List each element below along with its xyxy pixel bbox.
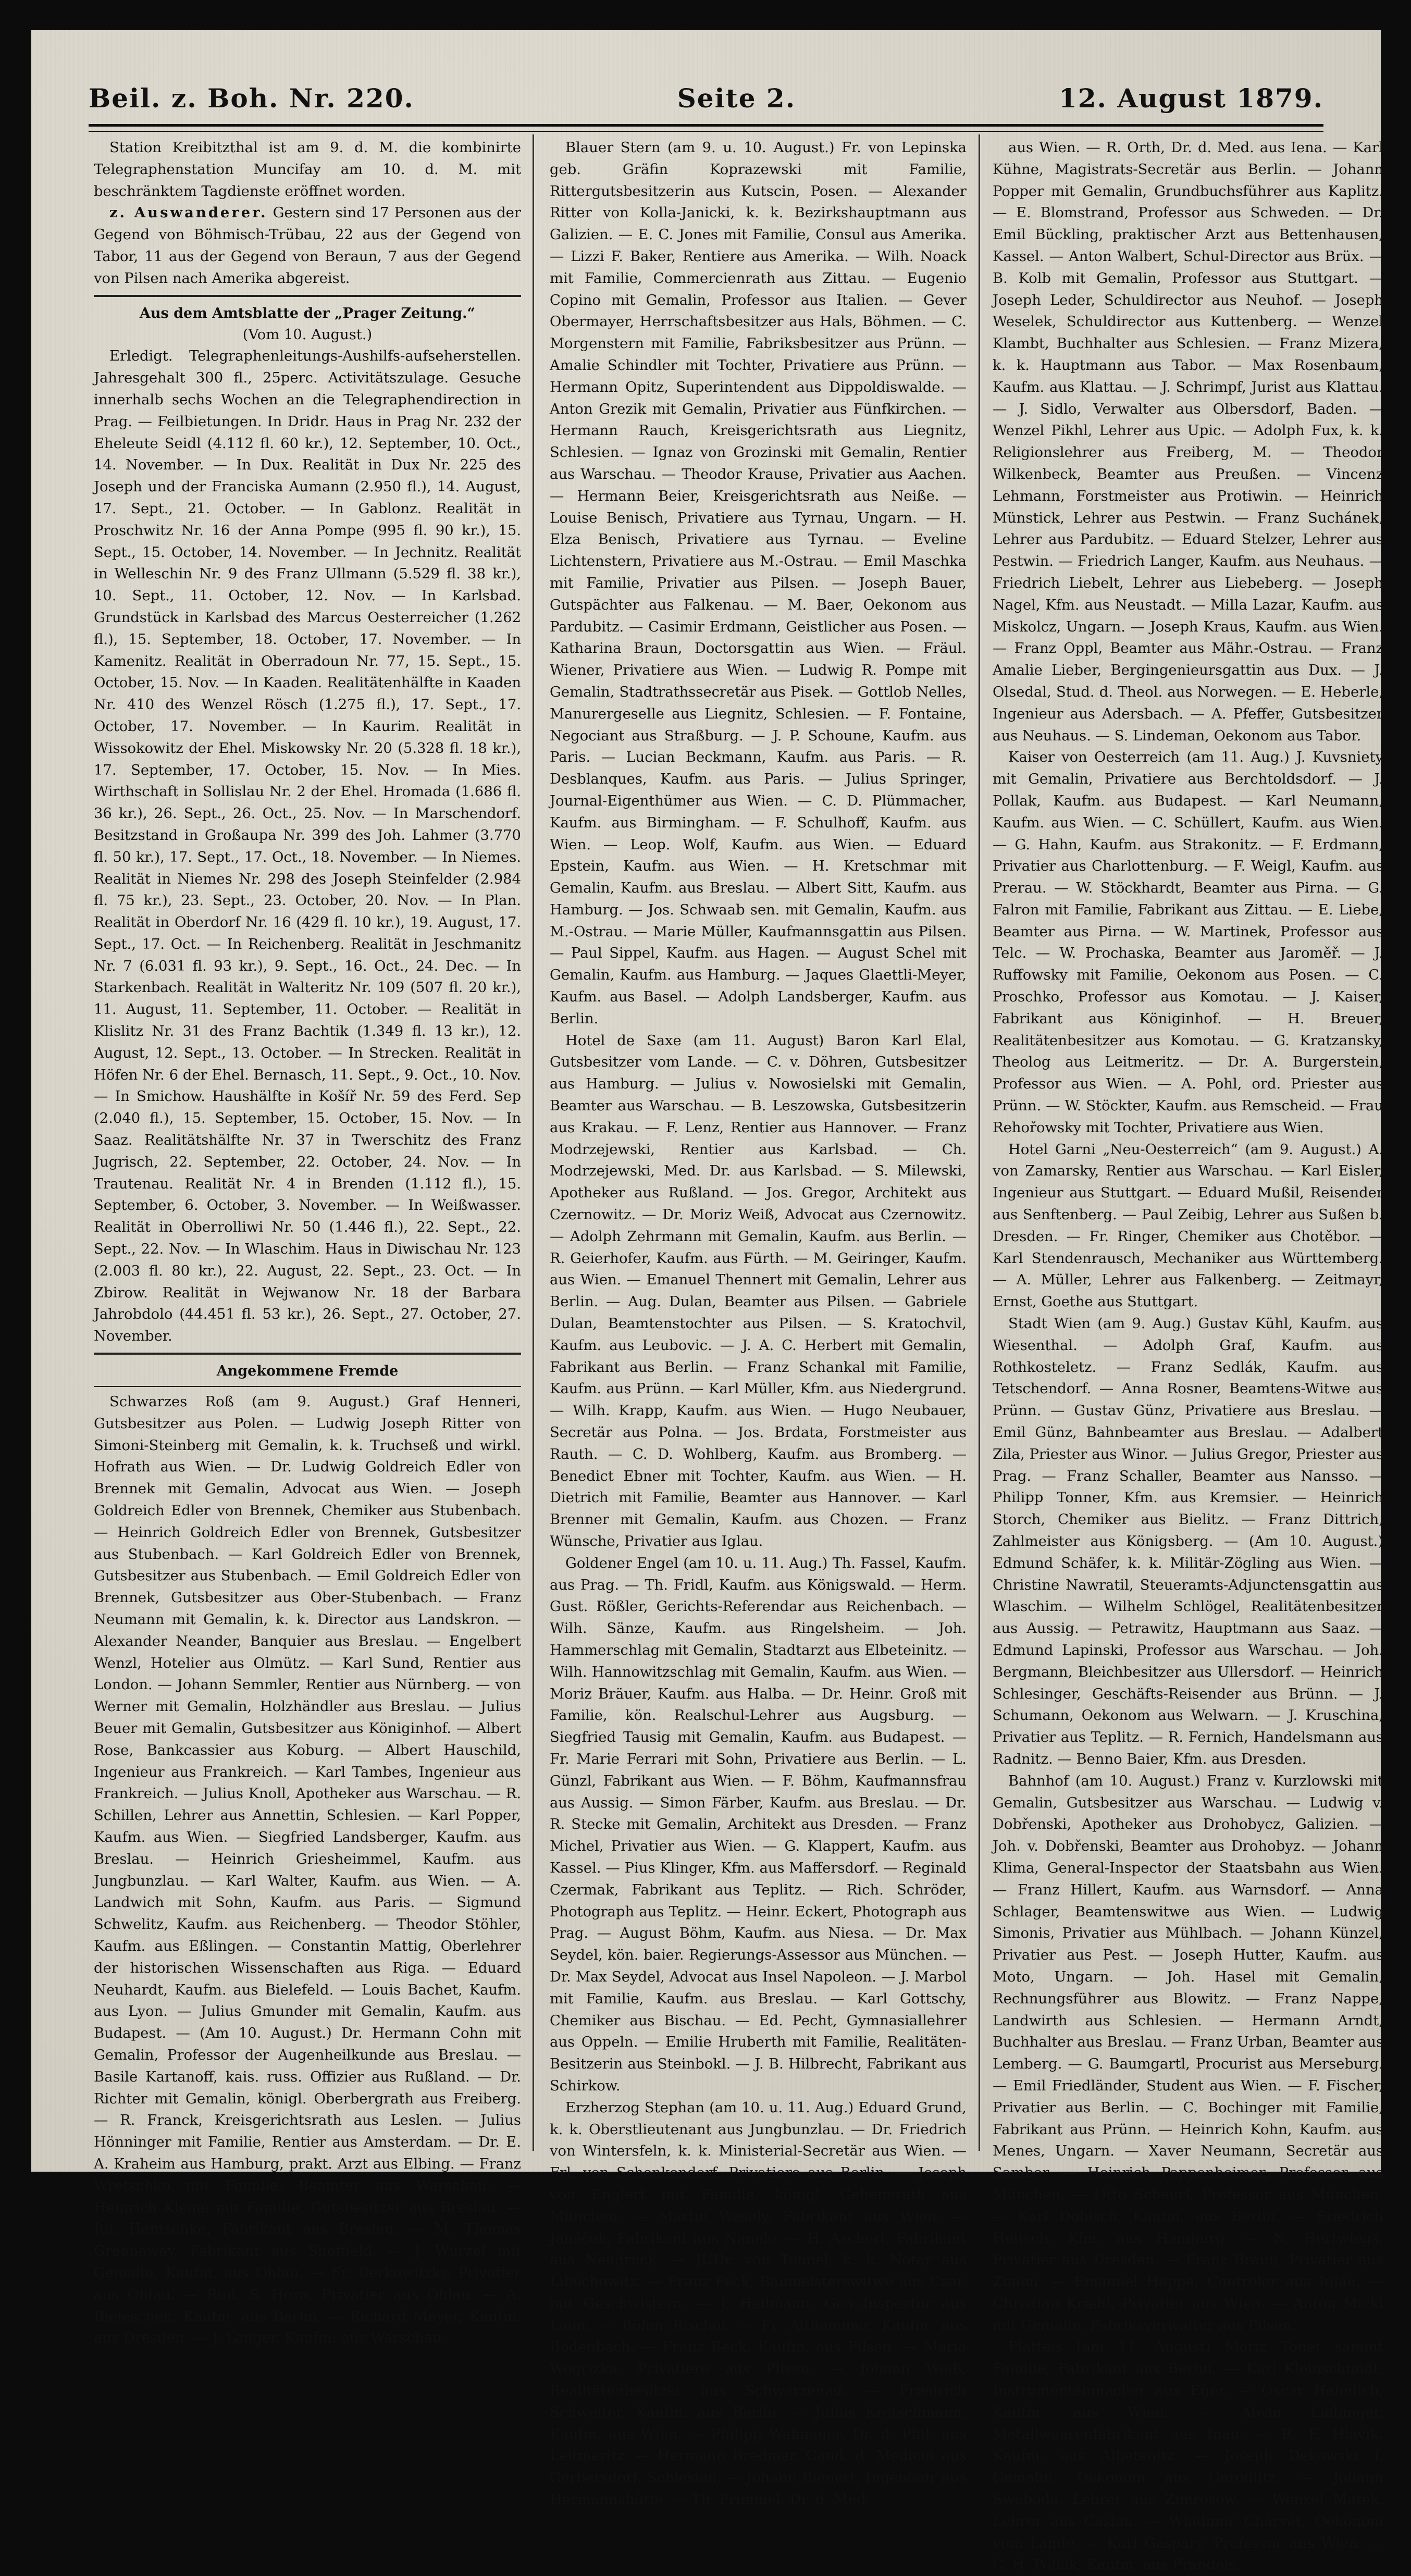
column-divider	[533, 134, 534, 2151]
fremde-kaiser-von-oesterreich: Kaiser von Oesterreich (am 11. Aug.) J. Kuvsniety mit Gemalin, Privatiere aus Berchtoldsdorf. — J. Pollak, Kaufm. aus Budapest. — Karl Neumann, Kaufm. aus Wien. — C. Schüllert, Kaufm. aus Wien. — G. Hahn, Kaufm. aus Strakonitz. — F. Erdmann, Privatier aus Charlottenburg. — F. Weigl, Kaufm. aus Prerau. — W. Stöckhardt, Beamter aus Pirna. — G. Falron mit Familie, Fabrikant aus Zittau. — E. Liebe, Beamter aus Pirna. — W. Martinek, Professor aus Telc. — W. Prochaska, Beamter aus Jaroměř. — J. Ruffowsky mit Familie, Oekonom aus Posen. — C. Proschko, Professor aus Komotau. — J. Kaiser, Fabrikant aus Königinhof. — H. Breuer, Realitätenbesitzer aus Komotau. — G. Kratzansky, Theolog aus Leitmeritz. — Dr. A. Burgerstein, Professor aus Wien. — A. Pohl, ord. Priester aus Prünn. — W. Stöckter, Kaufm. aus Remscheid. — Frau Rehořowsky mit Tochter, Privatiere aus Wien.	[993, 749, 1383, 1136]
masthead	[89, 80, 1323, 116]
section-rule	[94, 1386, 521, 1387]
column-2	[550, 137, 967, 2508]
fremde-hotel-garni: Hotel Garni „Neu-Oesterreich“ (am 9. August.) A. von Zamarsky, Rentier aus Warschau. — Karl Eisler, Ingenieur aus Stuttgart. — Eduard Mußil, Reisender aus Senftenberg. — Paul Zeibig, Lehrer aus Sußen b. Dresden. — Fr. Ringer, Chemiker aus Chotěbor. — Karl Stendenrausch, Mechaniker aus Württemberg. — A. Müller, Lehrer aus Falkenberg. — Zeitmayr, Ernst, Goethe aus Stuttgart.	[993, 1141, 1383, 1310]
section-rule	[94, 295, 521, 297]
fremde-heading: Angekommene Fremde	[216, 1363, 399, 1380]
newspaper-page	[31, 30, 1383, 2573]
masthead-rule	[89, 124, 1323, 132]
fremde-schwarzes-ross: Schwarzes Roß (am 9. August.) Graf Henneri, Gutsbesitzer aus Polen. — Ludwig Joseph Ritter von Simoni-Steinberg mit Gemalin, k. k. Truchseß und wirkl. Hofrath aus Wien. — Dr. Ludwig Goldreich Edler von Brennek mit Gemalin, Advocat aus Wien. — Joseph Goldreich Edler von Brennek, Chemiker aus Stubenbach. — Heinrich Goldreich Edler von Brennek, Gutsbesitzer aus Stubenbach. — Karl Goldreich Edler von Brennek, Gutsbesitzer aus Stubenbach. — Emil Goldreich Edler von Brennek, Gutsbesitzer aus Ober-Stubenbach. — Franz Neumann mit Gemalin, k. k. Director aus Landskron. — Alexander Neander, Banquier aus Breslau. — Engelbert Wenzl, Hotelier aus Olmütz. — Karl Sund, Rentier aus London. — Johann Semmler, Rentier aus Nürnberg. — von Werner mit Gemalin, Holzhändler aus Breslau. — Julius Beuer mit Gemalin, Gutsbesitzer aus Königinhof. — Albert Rose, Bankcassier aus Koburg. — Albert Hauschild, Ingenieur aus Frankreich. — Karl Tambes, Ingenieur aus Frankreich. — Julius Knoll, Apotheker aus Warschau. — R. Schillen, Lehrer aus Annettin, Schlesien. — Karl Popper, Kaufm. aus Wien. — Siegfried Landsberger, Kaufm. aus Breslau. — Heinrich Griesheimmel, Kaufm. aus Jungbunzlau. — Karl Walter, Kaufm. aus Wien. — A. Landwich mit Sohn, Kaufm. aus Paris. — Sigmund Schwelitz, Kaufm. aus Reichenberg. — Theodor Stöhler, Kaufm. aus Eßlingen. — Constantin Mattig, Oberlehrer der historischen Wissenschaften aus Riga. — Eduard Neuhardt, Kaufm. aus Bielefeld. — Louis Bachet, Kaufm. aus Lyon. — Julius Gmunder mit Gemalin, Kaufm. aus Budapest. — (Am 10. August.) Dr. Hermann Cohn mit Gemalin, Professor der Augenheilkunde aus Breslau. — Basile Kartanoff, kais. russ. Offizier aus Rußland. — Dr. Richter mit Gemalin, königl. Oberbergrath aus Freiberg. — R. Franck, Kreisgerichtsrath aus Leslen. — Julius Hönninger mit Familie, Rentier aus Amsterdam. — Dr. E. A. Kraheim aus Hamburg, prakt. Arzt aus Elbing. — Franz Wretschko mit Familie, Beamter aus Warschau. — Heinrich Kleme mit Familie, Gutsbesitzer aus Breslau. — Jul. Hentschke, Fabrikant aus Breslau. — M. Thomas Greenaway, Fabrikant aus Sheffield. — J. Wurzel mit Gemalin, Kaufm. aus Ohlau. — Fr. Derkowitzky, Privatier aus Ohlau. — Rud. S. Horn, Privatier aus Ohlau. — A. Bieleschek, Kaufm. aus Berlin. — Richard Meyer, Kaufm. aus Dresden. — J. Langer, Kaufm. aus Warschau.	[94, 1394, 521, 2347]
fremde-blauer-stern: Blauer Stern (am 9. u. 10. August.) Fr. von Lepinska geb. Gräfin Koprazewski mit Familie, Rittergutsbesitzerin aus Kutscin, Posen. — Alexander Ritter von Kolla-Janicki, k. k. Bezirkshauptmann aus Galizien. — E. C. Jones mit Familie, Consul aus Amerika. — Lizzi F. Baker, Rentiere aus Amerika. — Wilh. Noack mit Familie, Commercienrath aus Zittau. — Eugenio Copino mit Gemalin, Professor aus Italien. — Gever Obermayer, Herrschaftsbesitzer aus Hals, Böhmen. — C. Morgenstern mit Familie, Fabriksbesitzer aus Prünn. — Amalie Schindler mit Tochter, Privatiere aus Prünn. — Hermann Opitz, Superintendent aus Dippoldiswalde. — Anton Grezik mit Gemalin, Privatier aus Fünfkirchen. — Hermann Rauch, Kreisgerichtsrath aus Liegnitz, Schlesien. — Ignaz von Grozinski mit Gemalin, Rentier aus Warschau. — Theodor Krause, Privatier aus Aachen. — Hermann Beier, Kreisgerichtsrath aus Neiße. — Louise Benisch, Privatiere aus Tyrnau, Ungarn. — H. Elza Benisch, Privatiere aus Tyrnau. — Eveline Lichtenstern, Privatiere aus M.-Ostrau. — Emil Maschka mit Familie, Privatier aus Pilsen. — Joseph Bauer, Gutspächter aus Falkenau. — M. Baer, Oekonom aus Pardubitz. — Casimir Erdmann, Geistlicher aus Posen. — Katharina Braun, Doctorsgattin aus Wien. — Fräul. Wiener, Privatiere aus Wien. — Ludwig R. Pompe mit Gemalin, Stadtrathssecretär aus Pisek. — Gottlob Nelles, Manurergeselle aus Liegnitz, Schlesien. — F. Fontaine, Negociant aus Straßburg. — J. P. Schoune, Kaufm. aus Paris. — Lucian Beckmann, Kaufm. aus Paris. — R. Desblanques, Kaufm. aus Paris. — Julius Springer, Journal-Eigenthümer aus Wien. — C. D. Plümmacher, Kaufm. aus Birmingham. — F. Schulhoff, Kaufm. aus Wien. — Leop. Wolf, Kaufm. aus Wien. — Eduard Epstein, Kaufm. aus Wien. — H. Kretschmar mit Gemalin, Kaufm. aus Breslau. — Albert Sitt, Kaufm. aus Hamburg. — Jos. Schwaab sen. mit Gemalin, Kaufm. aus M.-Ostrau. — Marie Müller, Kaufmannsgattin aus Pilsen. — Paul Sippel, Kaufm. aus Hagen. — August Schel mit Gemalin, Kaufm. aus Hamburg. — Jaques Glaettli-Meyer, Kaufm. aus Basel. — Adolph Landsberger, Kaufm. aus Berlin.	[550, 140, 967, 1027]
column-divider	[979, 134, 980, 2151]
fremde-erzherzog-stephan: Erzherzog Stephan (am 10. u. 11. Aug.) Eduard Grund, k. k. Oberstlieutenant aus Jungbunzlau. — Dr. Friedrich von Wintersfeln, k. k. Ministerial-Secretär aus Wien. — Frl. von Schenkendorf, Privatiere aus Berlin. — Joseph von Englert mit Familie, königl. Geheimrath aus München. — Martin Wesely, Fabrikant aus Wien. — Janáček, Fabrikant aus Nanelo. — H. Aschert, Fabrikant aus Neudruck. — JUDr. von Tonnel, k. k. Notar aus Libochowitz. — Franz Peck, Baumeisterswitwe aus Czar. mit Geschwistern. — J. Hellmann, Gen.-Inspector aus Laun. — Böhm.-Bischof. — Fr. Althammer, Kaufm. aus Bodenbach. — Franz Beck, Kaufm. aus Pilsen. — Maria Wogrizka, Privatiere aus Pilsen. — Johann Weiß, Realitätenbesitzer aus Schwarzenau. — Friedrich Schweiter, Kaufm. aus Berlin. — Julius Kretschmann, Kaufm. aus Wien. — Philipp Wahnauer, Dr. d. Phil. aus Leitmeritz. — Hermann Bredmer, Cand. d. Medicin aus Gerbersdorf, Schlesien. — Johann Bienert, Ingenieur aus Hermannshütte. — Th. Frimmel, Dr. d. Med.	[550, 2099, 967, 2508]
amtsblatt-text: Erledigt. Telegraphenleitungs-Aushilfs-aufseherstellen. Jahresgehalt 300 fl., 25perc. Activitätszulage. Gesuche innerhalb sechs Wochen an die Telegraphendirection in Prag. — Feilbietungen. In Dridr. Haus in Prag Nr. 232 der Eheleute Seidl (4.112 fl. 60 kr.), 12. September, 10. Oct., 14. November. — In Dux. Realität in Dux Nr. 225 des Joseph und der Franciska Aumann (2.950 fl.), 14. August, 17. Sept., 21. October. — In Gablonz. Realität in Proschwitz Nr. 16 der Anna Pompe (995 fl. 90 kr.), 15. Sept., 15. October, 14. November. — In Jechnitz. Realität in Welleschin Nr. 9 des Franz Ullmann (5.529 fl. 38 kr.), 10. Sept., 11. October, 12. Nov. — In Karlsbad. Grundstück in Karlsbad des Marcus Oesterreicher (1.262 fl.), 15. September, 18. October, 17. November. — In Kamenitz. Realität in Oberradoun Nr. 77, 15. Sept., 15. October, 15. Nov. — In Kaaden. Realitätenhälfte in Kaaden Nr. 410 des Wenzel Rösch (1.275 fl.), 17. Sept., 17. October, 17. November. — In Kaurim. Realität in Wissokowitz der Ehel. Miskowsky Nr. 20 (5.328 fl. 18 kr.), 17. September, 17. October, 15. Nov. — In Mies. Wirthschaft in Sollislau Nr. 2 der Ehel. Hromada (1.686 fl. 36 kr.), 26. Sept., 26. Oct., 25. Nov. — In Marschendorf. Besitzstand in Großaupa Nr. 399 des Joh. Lahmer (3.770 fl. 50 kr.), 17. Sept., 17. Oct., 18. November. — In Niemes. Realität in Niemes Nr. 298 des Joseph Steinfelder (2.984 fl. 75 kr.), 23. Sept., 23. October, 20. Nov. — In Plan. Realität in Oberdorf Nr. 16 (429 fl. 10 kr.), 19. August, 17. Sept., 17. Oct. — In Reichenberg. Realität in Jeschmanitz Nr. 7 (6.031 fl. 93 kr.), 9. Sept., 16. Oct., 24. Dec. — In Starkenbach. Realität in Walteritz Nr. 109 (507 fl. 20 kr.), 11. August, 11. September, 11. October. — Realität in Klislitz Nr. 31 des Franz Bachtik (1.349 fl. 13 kr.), 12. August, 12. Sept., 13. October. — In Strecken. Realität in Höfen Nr. 6 der Ehel. Bernasch, 11. Sept., 9. Oct., 10. Nov. — In Smichow. Haushälfte in Košíř Nr. 59 des Ferd. Sep (2.040 fl.), 15. September, 15. October, 15. Nov. — In Saaz. Realitätshälfte Nr. 37 in Twerschitz des Franz Jugrisch, 22. September, 22. October, 24. Nov. — In Trautenau. Realität Nr. 4 in Brenden (1.112 fl.), 15. September, 6. October, 3. November. — In Weißwasser. Realität in Oberrolliwi Nr. 50 (1.446 fl.), 22. Sept., 22. Sept., 22. Nov. — In Wlaschim. Haus in Diwischau Nr. 123 (2.003 fl. 80 kr.), 22. August, 22. Sept., 23. Oct. — In Zbirow. Realität in Wejwanow Nr. 18 der Barbara Jahrobdolo (44.451 fl. 53 kr.), 26. Sept., 27. October, 27. November.	[94, 348, 521, 1345]
fremde-bahnhof: Bahnhof (am 10. August.) Franz v. Kurzlowski mit Gemalin, Gutsbesitzer aus Warschau. — Ludwig v. Dobřenski, Apotheker aus Drohobycz, Galizien. — Joh. v. Dobřenski, Beamter aus Drohobyz. — Johann Klima, General-Inspector der Staatsbahn aus Wien. — Franz Hillert, Kaufm. aus Warnsdorf. — Anna Schlager, Beamtenswitwe aus Wien. — Ludwig Simonis, Privatier aus Mühlbach. — Johann Künzel, Privatier aus Pest. — Joseph Hutter, Kaufm. aus Moto, Ungarn. — Joh. Hasel mit Gemalin, Rechnungsführer aus Blowitz. — Franz Nappe, Landwirth aus Schlesien. — Hermann Arndt, Buchhalter aus Breslau. — Franz Urban, Beamter aus Lemberg. — G. Baumgartl, Procurist aus Merseburg. — Emil Friedländer, Student aus Wien. — F. Fischer, Privatier aus Berlin. — C. Bochinger mit Familie, Fabrikant aus Prünn. — Heinrich Kohn, Kaufm. aus Menes, Ungarn. — Xaver Neumann, Secretär aus Sambor. — Heinrich Pappenheimer, Professor aus München. — Otto Scheurl, Professor aus München. — Karl Dobisch, Kaufm. aus Berlin. — Friedrich Heitsch, Kfm. aus Hamburg. — N. Hertwiegs, Privatier aus Dresden. — Franz Braun, Privatier aus Znaim. — Emanuel Happe, Controlor aus Iglau. — Christian Kriehl, Privatier aus Wien. — Anton Mickl mit Gemalin, Fabriksverwalter aus Pilsen.	[993, 1773, 1383, 2334]
fremde-continued: aus Wien. — R. Orth, Dr. d. Med. aus Iena. — Karl Kühne, Magistrats-Secretär aus Berlin. — Johann Popper mit Gemalin, Grundbuchsführer aus Kaplitz. — E. Blomstrand, Professor aus Schweden. — Dr. Emil Bückling, praktischer Arzt aus Bettenhausen, Kassel. — Anton Walbert, Schul-Director aus Brüx. — B. Kolb mit Gemalin, Professor aus Stuttgart. — Joseph Leder, Schuldirector aus Neuhof. — Joseph Weselek, Schuldirector aus Kuttenberg. — Wenzel Klambt, Buchhalter aus Schlesien. — Franz Mizera, k. k. Hauptmann aus Tabor. — Max Rosenbaum, Kaufm. aus Klattau. — J. Schrimpf, Jurist aus Klattau. — J. Sidlo, Verwalter aus Olbersdorf, Baden. — Wenzel Pikhl, Lehrer aus Upic. — Adolph Fux, k. k. Religionslehrer aus Freiberg, M. — Theodor Wilkenbeck, Beamter aus Preußen. — Vincenz Lehmann, Forstmeister aus Protiwin. — Heinrich Münstick, Lehrer aus Pestwin. — Franz Suchánek, Lehrer aus Pardubitz. — Eduard Stelzer, Lehrer aus Pestwin. — Friedrich Langer, Kaufm. aus Neuhaus. — Friedrich Liebelt, Lehrer aus Liebeberg. — Joseph Nagel, Kfm. aus Neustadt. — Milla Lazar, Kaufm. aus Miskolcz, Ungarn. — Joseph Kraus, Kaufm. aus Wien. — Franz Oppl, Beamter aus Mähr.-Ostrau. — Franz Amalie Lieber, Bergingenieursgattin aus Dux. — J. Olsedal, Stud. d. Theol. aus Norwegen. — E. Heberle, Ingenieur aus Adersbach. — A. Pfeffer, Gutsbesitzer aus Neuhaus. — S. Lindeman, Oekonom aus Tabor.	[993, 140, 1383, 744]
amtsblatt-heading: Aus dem Amtsblatte der „Prager Zeitung.“	[139, 305, 476, 321]
emigrants-text: Gestern sind 17 Personen aus der Gegend von Böhmisch-Trübau, 22 aus der Gegend von Tabor, 11 aus der Gegend von Beraun, 7 aus der Gegend von Pilsen nach Amerika abgereist.	[94, 205, 521, 287]
masthead-right: 12. August 1879.	[1058, 82, 1323, 114]
fremde-hotel-de-saxe: Hotel de Saxe (am 11. August) Baron Karl Elal, Gutsbesitzer vom Lande. — C. v. Döhren, Gutsbesitzer aus Hamburg. — Julius v. Nowosielski mit Gemalin, Beamter aus Warschau. — B. Leszowska, Gutsbesitzerin aus Krakau. — F. Lenz, Rentier aus Hannover. — Franz Modrzejewski, Rentier aus Karlsbad. — Ch. Modrzejewski, Med. Dr. aus Karlsbad. — S. Milewski, Apotheker aus Rußland. — Jos. Gregor, Architekt aus Czernowitz. — Dr. Moriz Weiß, Advocat aus Czernowitz. — Adolph Zehrmann mit Gemalin, Kaufm. aus Berlin. — R. Geierhofer, Kaufm. aus Fürth. — M. Geiringer, Kaufm. aus Wien. — Emanuel Thennert mit Gemalin, Lehrer aus Berlin. — Aug. Dulan, Beamter aus Pilsen. — Gabriele Dulan, Beamtenstochter aus Pilsen. — S. Kratochvil, Kaufm. aus Leubovic. — J. A. C. Herbert mit Gemalin, Fabrikant aus Berlin. — Franz Schankal mit Familie, Kaufm. aus Prünn. — Karl Müller, Kfm. aus Niedergrund. — Wilh. Krapp, Kaufm. aus Wien. — Hugo Neubauer, Secretär aus Polna. — Jos. Brdata, Forstmeister aus Rauth. — C. D. Wohlberg, Kaufm. aus Bromberg. — Benedict Ebner mit Tochter, Kaufm. aus Wien. — H. Dietrich mit Familie, Beamter aus Hannover. — Karl Brenner mit Gemalin, Kaufm. aus Chozen. — Franz Wünsche, Privatier aus Iglau.	[550, 1032, 967, 1550]
fremde-platteis: Platteis (am 11. August) Moriz Tonet sammt Familie, Fabrikant aus Berlin. — Karl Kleinschmidt, Instrumentenmacher aus Eger. — Oscar Helmlich, Kaufm. aus Wien. — Alwin Liebinger, Metallwaarenfabrikant aus Inau. — R. F. Hlavik, Kaufm. aus Albetenitz. — Joseph Dekowski f. Gemalin, Oekonom aus Gerodlitz. — Johann Swoboda, Lehrer aus Zimrosow. — Wenzel Matek, Lehrer aus Caslau. — Wladimir Chárvát, Oekonom vom Lande. — Karl Gaspary, Professor aus Wien. — C. H. Pollak, Kaufm. aus Prandeis.	[993, 2339, 1383, 2573]
fremde-stadt-wien: Stadt Wien (am 9. Aug.) Gustav Kühl, Kaufm. aus Wiesenthal. — Adolph Graf, Kaufm. aus Rothkosteletz. — Franz Sedlák, Kaufm. aus Tetschendorf. — Anna Rosner, Beamtens-Witwe aus Prünn. — Gustav Günz, Privatiere aus Breslau. — Emil Günz, Bahnbeamter aus Breslau. — Adalbert Zila, Priester aus Winor. — Julius Gregor, Priester aus Prag. — Franz Schaller, Beamter aus Nansso. — Philipp Tonner, Kfm. aus Kremsier. — Heinrich Storch, Chemiker aus Bielitz. — Franz Dittrich, Zahlmeister aus Königsberg. — (Am 10. August.) Edmund Schäfer, k. k. Militär-Zögling aus Wien. — Christine Nawratil, Steueramts-Adjunctensgattin aus Wlaschim. — Wilhelm Schlögel, Realitätenbesitzer aus Aussig. — Petrawitz, Hauptmann aus Saaz. — Edmund Lapinski, Professor aus Warschau. — Joh. Bergmann, Bleichbesitzer aus Ullersdorf. — Heinrich Schlesinger, Geschäfts-Reisender aus Brünn. — J. Schumann, Oekonom aus Welwarn. — J. Kruschina, Privatier aus Teplitz. — R. Fernich, Handelsmann aus Radnitz. — Benno Baier, Kfm. aus Dresden.	[993, 1316, 1383, 1767]
masthead-center: Seite 2.	[677, 82, 796, 114]
emigrants-paragraph	[94, 202, 521, 289]
emigrants-title: z. Auswanderer.	[109, 204, 268, 221]
amtsblatt-date: (Vom 10. August.)	[242, 326, 373, 343]
column-1	[94, 137, 521, 2347]
fremde-goldener-engel: Goldener Engel (am 10. u. 11. Aug.) Th. Fassel, Kaufm. aus Prag. — Th. Fridl, Kaufm. aus Königswald. — Herm. Gust. Rößler, Gerichts-Referendar aus Reichenbach. — Wilh. Sänze, Kaufm. aus Ringelsheim. — Joh. Hammerschlag mit Gemalin, Stadtarzt aus Elbeteinitz. — Wilh. Hannowitzschlag mit Gemalin, Kaufm. aus Wien. — Moriz Bräuer, Kaufm. aus Halba. — Dr. Heinr. Groß mit Familie, kön. Realschul-Lehrer aus Augsburg. — Siegfried Tausig mit Gemalin, Kaufm. aus Budapest. — Fr. Marie Ferrari mit Sohn, Privatiere aus Berlin. — L. Günzl, Fabrikant aus Wien. — F. Böhm, Kaufmannsfrau aus Aussig. — Simon Färber, Kaufm. aus Breslau. — Dr. R. Stecke mit Gemalin, Architekt aus Dresden. — Franz Michel, Privatier aus Wien. — G. Klappert, Kaufm. aus Kassel. — Pius Klinger, Kfm. aus Maffersdorf. — Reginald Czermak, Fabrikant aus Teplitz. — Rich. Schröder, Photograph aus Teplitz. — Heinr. Eckert, Photograph aus Prag. — August Böhm, Kaufm. aus Niesa. — Dr. Max Seydel, kön. baier. Regierungs-Assessor aus München. — Dr. Max Seydel, Advocat aus Insel Napoleon. — J. Marbol mit Familie, Kaufm. aus Breslau. — Karl Gottschy, Chemiker aus Bischau. — Ed. Pecht, Gymnasiallehrer aus Oppeln. — Emilie Hruberth mit Familie, Realitäten-Besitzerin aus Steinbokl. — J. B. Hilbrecht, Fabrikant aus Schirkow.	[550, 1555, 967, 2094]
masthead-left: Beil. z. Boh. Nr. 220.	[89, 82, 414, 114]
column-3	[993, 137, 1383, 2573]
section-rule	[94, 1353, 521, 1355]
telegraph-note: Station Kreibitzthal ist am 9. d. M. die kombinirte Telegraphenstation Muncifay am 10. d. M. mit beschränktem Tagdienste eröffnet worden.	[94, 140, 521, 200]
